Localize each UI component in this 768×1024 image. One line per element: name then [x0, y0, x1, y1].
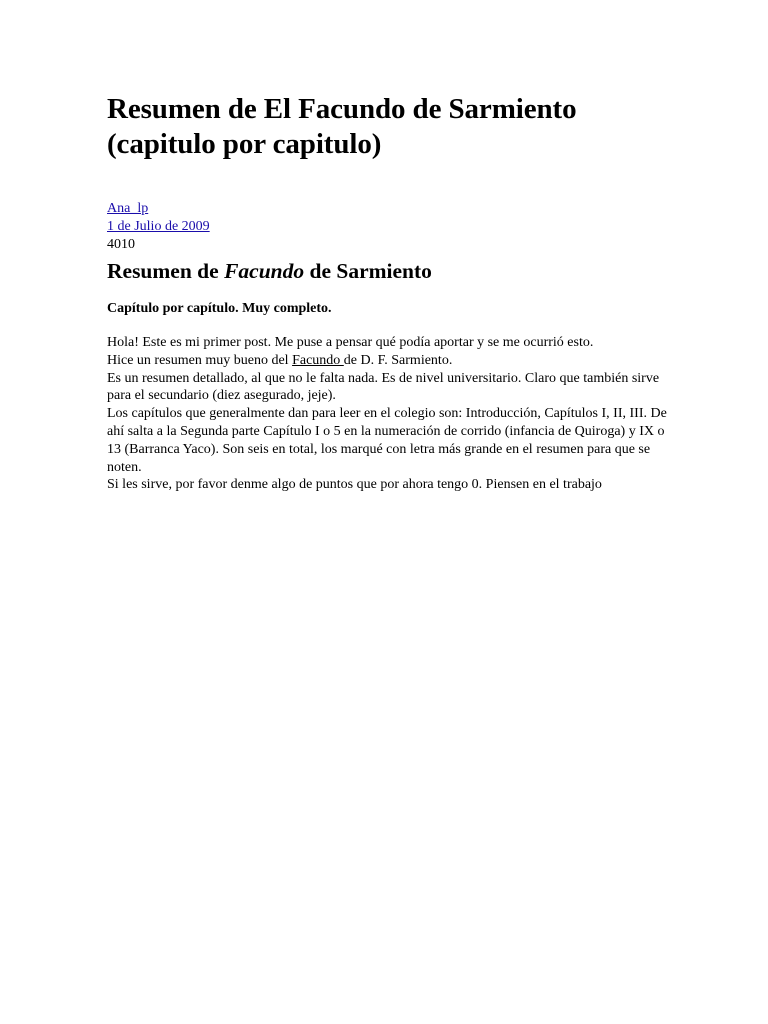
paragraph-1: Hola! Este es mi primer post. Me puse a pensar qué podía aportar y se me ocurrió esto.	[107, 335, 594, 350]
article-title-line2: (capitulo por capitulo)	[107, 128, 382, 160]
paragraph-5: Si les sirve, por favor denme algo de puntos que por ahora tengo 0. Piensen en el trabajo	[107, 477, 602, 493]
article-lead: Capítulo por capítulo. Muy completo.	[107, 301, 332, 316]
paragraph-2-before: Hice un resumen muy bueno del	[107, 352, 293, 368]
views-count: 4010	[107, 237, 135, 252]
article-title-line1: Resumen de El Facundo de Sarmiento	[107, 93, 577, 125]
paragraph-2-after: de D. F. Sarmiento.	[343, 352, 453, 368]
paragraph-2	[107, 352, 667, 370]
paragraph-3: Es un resumen detallado, al que no le falta nada. Es de nivel universitario. Claro que también sirve para el secundario (diez asegurado, jeje).	[107, 370, 660, 404]
facundo-link[interactable]: Facundo	[292, 352, 344, 368]
article-meta	[107, 200, 667, 254]
subtitle-before: Resumen de	[107, 259, 225, 283]
article-title	[107, 92, 667, 162]
article	[107, 92, 667, 494]
subtitle-after: de Sarmiento	[304, 259, 432, 283]
article-body	[107, 334, 667, 494]
date-link[interactable]: 1 de Julio de 2009	[107, 219, 210, 234]
subtitle-italic: Facundo	[224, 259, 305, 283]
author-link[interactable]: Ana_lp	[107, 201, 149, 216]
paragraph-4: Los capítulos que generalmente dan para leer en el colegio son: Introducción, Capítulos I, II, III. De ahí salta a la Segunda parte Capítulo I o 5 en la numeración de corrido (infancia de Quiroga) y IX o 13 (Barranca Yaco). Son seis en total, los marqué con letra más grande en el resumen para que se noten.	[107, 406, 667, 475]
article-subtitle	[107, 258, 667, 284]
